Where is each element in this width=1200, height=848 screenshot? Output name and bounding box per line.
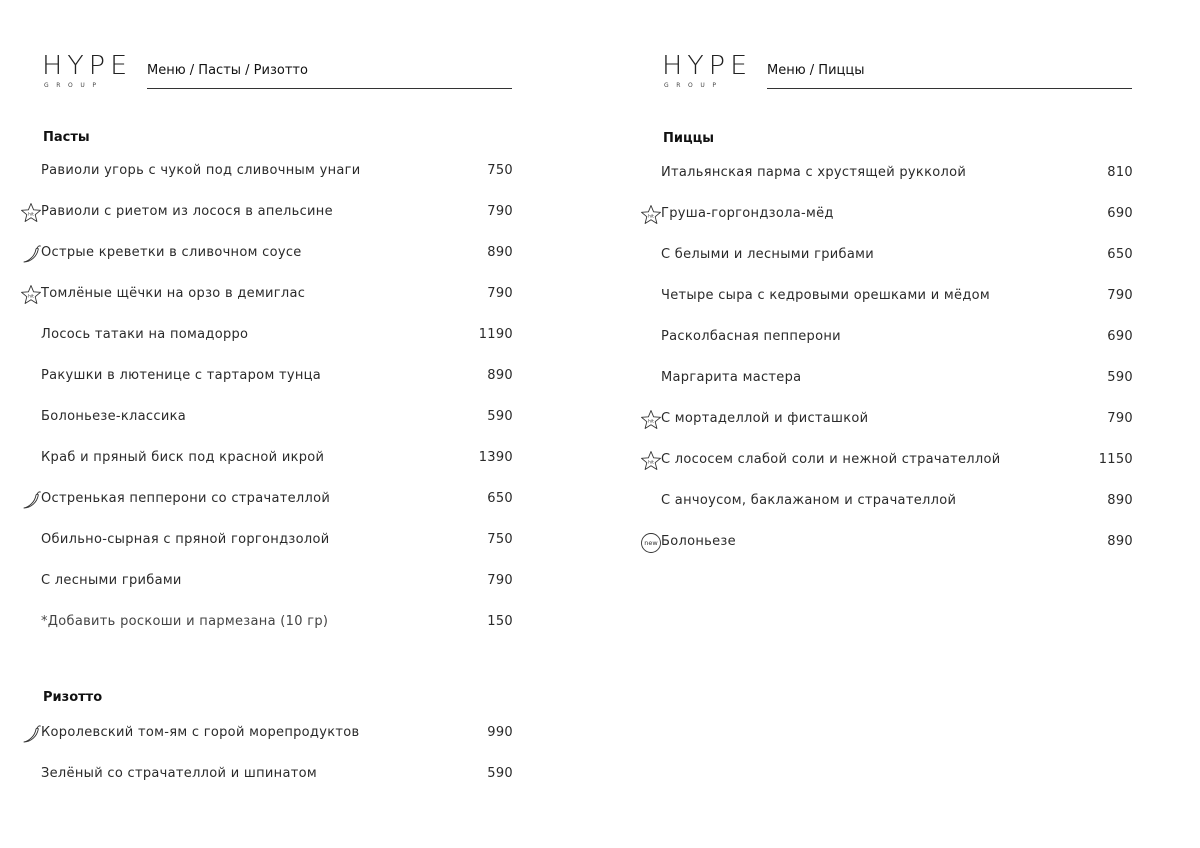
menu-item [640, 286, 1133, 306]
breadcrumb: Меню / Пасты / Ризотто [147, 62, 512, 89]
menu-item-price: 790 [487, 286, 513, 301]
menu-item-price: 650 [1107, 247, 1133, 262]
menu-item [20, 284, 513, 304]
menu-item-name: Королевский том-ям с горой морепродуктов [41, 725, 360, 740]
menu-item-name: С мортаделлой и фисташкой [661, 411, 869, 426]
menu-item-price: 750 [487, 532, 513, 547]
menu-item [20, 448, 513, 468]
logo-word: HYPE [42, 51, 133, 81]
menu-item-name: Равиоли угорь с чукой под сливочным унаги [41, 163, 361, 178]
menu-item [20, 202, 513, 222]
menu-item [640, 409, 1133, 429]
menu-item-price: 150 [487, 614, 513, 629]
menu-item-name: Четыре сыра с кедровыми орешками и мёдом [661, 288, 990, 303]
menu-item-name: С белыми и лесными грибами [661, 247, 874, 262]
menu-item-price: 890 [487, 368, 513, 383]
menu-item-name: Равиоли с риетом из лосося в апельсине [41, 204, 333, 219]
new-badge-label: new [644, 539, 658, 547]
logo-sub: GROUP [44, 82, 104, 89]
hit-badge-label: hit [28, 212, 34, 218]
menu-page-pizza [640, 0, 1200, 848]
menu-item-price: 1390 [478, 450, 513, 465]
menu-item-price: 1150 [1098, 452, 1133, 467]
menu-item-name: Обильно-сырная с пряной горгондзолой [41, 532, 330, 547]
menu-page-pasta-risotto [20, 0, 580, 848]
menu-item [20, 243, 513, 263]
menu-item [640, 450, 1133, 470]
menu-item-price: 790 [1107, 411, 1133, 426]
menu-item [640, 532, 1133, 552]
menu-item [20, 366, 513, 386]
hit-badge-label: hit [648, 419, 654, 425]
spicy-icon [20, 489, 42, 511]
menu-item-name: *Добавить роскоши и пармезана (10 гр) [41, 614, 329, 629]
section-title-pasta: Пасты [43, 130, 90, 145]
hit-badge-label: hit [648, 460, 654, 466]
hype-group-logo [42, 53, 134, 90]
menu-item-name: Итальянская парма с хрустящей рукколой [661, 165, 967, 180]
hit-badge-label: hit [28, 294, 34, 300]
menu-item [640, 327, 1133, 347]
menu-item-price: 890 [1107, 493, 1133, 508]
menu-item-name: Зелёный со страчателлой и шпинатом [41, 766, 317, 781]
menu-item [640, 368, 1133, 388]
menu-item-price: 590 [1107, 370, 1133, 385]
menu-item-name: С анчоусом, баклажаном и страчателлой [661, 493, 957, 508]
menu-item-price: 810 [1107, 165, 1133, 180]
logo-word: HYPE [662, 51, 753, 81]
spicy-icon [20, 243, 42, 265]
menu-item-name: С лососем слабой соли и нежной страчателлой [661, 452, 1001, 467]
menu-item-price: 590 [487, 766, 513, 781]
menu-item-name: Томлёные щёчки на орзо в демиглас [41, 286, 306, 301]
menu-item [20, 161, 513, 181]
section-title-risotto: Ризотто [43, 690, 103, 705]
menu-item-name: Маргарита мастера [661, 370, 802, 385]
logo-sub: GROUP [664, 82, 724, 89]
menu-item [20, 764, 513, 784]
menu-item-price: 890 [487, 245, 513, 260]
hit-icon [20, 284, 42, 306]
menu-item [640, 245, 1133, 265]
section-title-pizza: Пиццы [663, 131, 715, 146]
menu-item-price: 590 [487, 409, 513, 424]
menu-item-price: 990 [487, 725, 513, 740]
menu-item [20, 723, 513, 743]
menu-item-price: 890 [1107, 534, 1133, 549]
breadcrumb: Меню / Пиццы [767, 62, 1132, 89]
menu-item [20, 530, 513, 550]
menu-item-name: Груша-горгондзола-мёд [661, 206, 834, 221]
hit-icon [20, 202, 42, 224]
hit-icon [640, 204, 662, 226]
menu-item-price: 790 [1107, 288, 1133, 303]
menu-item-name: Острые креветки в сливочном соусе [41, 245, 302, 260]
menu-item-name: Краб и пряный биск под красной икрой [41, 450, 325, 465]
menu-addon-item [20, 612, 513, 632]
menu-item [640, 491, 1133, 511]
menu-item-price: 750 [487, 163, 513, 178]
menu-item-price: 690 [1107, 206, 1133, 221]
menu-item [640, 204, 1133, 224]
menu-item [20, 325, 513, 345]
menu-item [20, 571, 513, 591]
menu-item [20, 407, 513, 427]
menu-item-name: Болоньезе [661, 534, 736, 549]
hit-badge-label: hit [648, 214, 654, 220]
menu-item-price: 790 [487, 204, 513, 219]
menu-item-name: Лосось татаки на помадорро [41, 327, 249, 342]
menu-item-price: 690 [1107, 329, 1133, 344]
menu-item-name: Болоньезе-классика [41, 409, 186, 424]
menu-item-name: Остренькая пепперони со страчателлой [41, 491, 331, 506]
hype-group-logo [662, 53, 754, 90]
menu-item [20, 489, 513, 509]
menu-item-price: 650 [487, 491, 513, 506]
menu-item-price: 1190 [478, 327, 513, 342]
new-icon [640, 532, 662, 554]
hit-icon [640, 409, 662, 431]
menu-item [640, 163, 1133, 183]
spicy-icon [20, 723, 42, 745]
menu-item-name: Расколбасная пепперони [661, 329, 841, 344]
menu-item-name: С лесными грибами [41, 573, 182, 588]
menu-item-name: Ракушки в лютенице с тартаром тунца [41, 368, 322, 383]
hit-icon [640, 450, 662, 472]
menu-item-price: 790 [487, 573, 513, 588]
